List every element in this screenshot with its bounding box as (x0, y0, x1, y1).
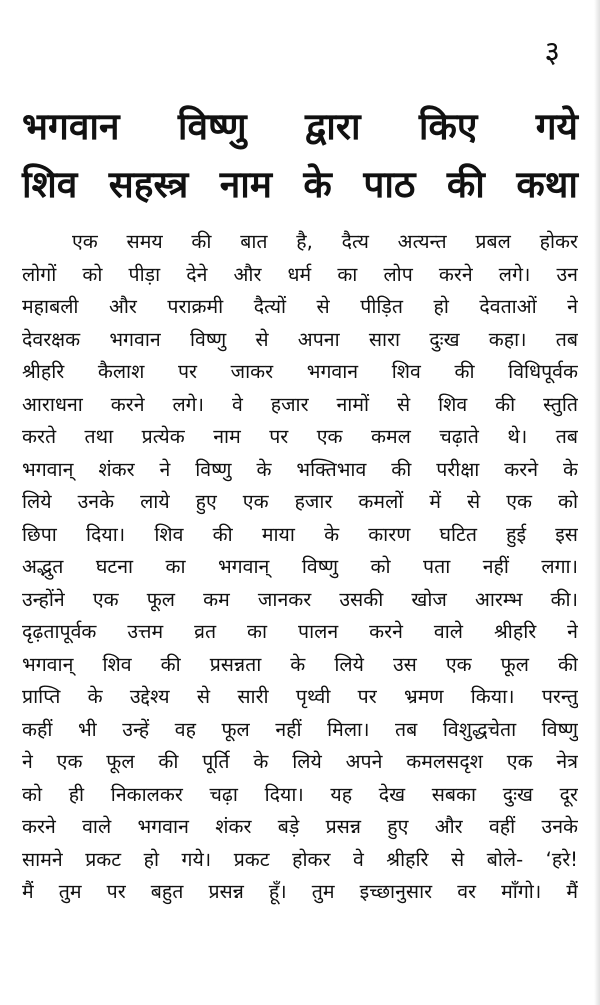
text-line: श्रीहरि कैलाश पर जाकर भगवान शिव की विधिपूर्वक (22, 360, 578, 383)
text-line: ने एक फूल की पूर्ति के लिये अपने कमलसदृश एक नेत्र (22, 750, 578, 773)
text-line: महाबली और पराक्रमी दैत्यों से पीड़ित हो देवताओं ने (22, 295, 578, 318)
text-line: छिपा दिया। शिव की माया के कारण घटित हुई इस (22, 522, 578, 546)
text-line: देवरक्षक भगवान विष्णु से अपना सारा दुःख कहा। तब (22, 327, 578, 351)
text-line: लोगों को पीड़ा देने और धर्म का लोप करने लगे। उन (22, 262, 578, 286)
page-edge-shadow (594, 0, 600, 1005)
page-number: ३ (544, 35, 560, 70)
text-line: कहीं भी उन्हें वह फूल नहीं मिला। तब विशुद्धचेता विष्णु (22, 717, 578, 741)
text-line: आराधना करने लगे। वे हजार नामों से शिव की स्तुति (22, 392, 578, 416)
heading-line: शिव सहस्त्र नाम के पाठ की कथा (22, 163, 578, 206)
text-line: सामने प्रकट हो गये। प्रकट होकर वे श्रीहरि से बोले- ‘हरे! (22, 847, 578, 871)
text-line: मैं तुम पर बहुत प्रसन्न हूँ। तुम इच्छानुसार वर माँगो। मैं (22, 880, 578, 903)
text-line: उन्होंने एक फूल कम जानकर उसकी खोज आरम्भ की। (22, 587, 578, 611)
text-line: भगवान् शंकर ने विष्णु के भक्तिभाव की परीक्षा करने के (22, 457, 578, 481)
text-line: भगवान् शिव की प्रसन्नता के लिये उस एक फूल की (22, 652, 578, 676)
heading-line: भगवान विष्णु द्वारा किए गये (22, 105, 578, 148)
text-line: करने वाले भगवान शंकर बड़े प्रसन्न हुए और वहीं उनके (22, 815, 578, 838)
text-line: लिये उनके लाये हुए एक हजार कमलों में से एक को (22, 490, 578, 513)
story-paragraph (22, 226, 578, 909)
chapter-heading (22, 98, 578, 214)
text-line: अद्भुत घटना का भगवान् विष्णु को पता नहीं लगा। (22, 555, 578, 578)
text-line: प्राप्ति के उद्देश्य से सारी पृथ्वी पर भ्रमण किया। परन्तु (22, 685, 578, 708)
text-line: करते तथा प्रत्येक नाम पर एक कमल चढ़ाते थे। तब (22, 425, 578, 448)
text-line: एक समय की बात है, दैत्य अत्यन्त प्रबल होकर (72, 230, 578, 253)
text-line: को ही निकालकर चढ़ा दिया। यह देख सबका दुःख दूर (22, 782, 578, 806)
text-line: दृढ़तापूर्वक उत्तम व्रत का पालन करने वाले श्रीहरि ने (22, 620, 578, 643)
